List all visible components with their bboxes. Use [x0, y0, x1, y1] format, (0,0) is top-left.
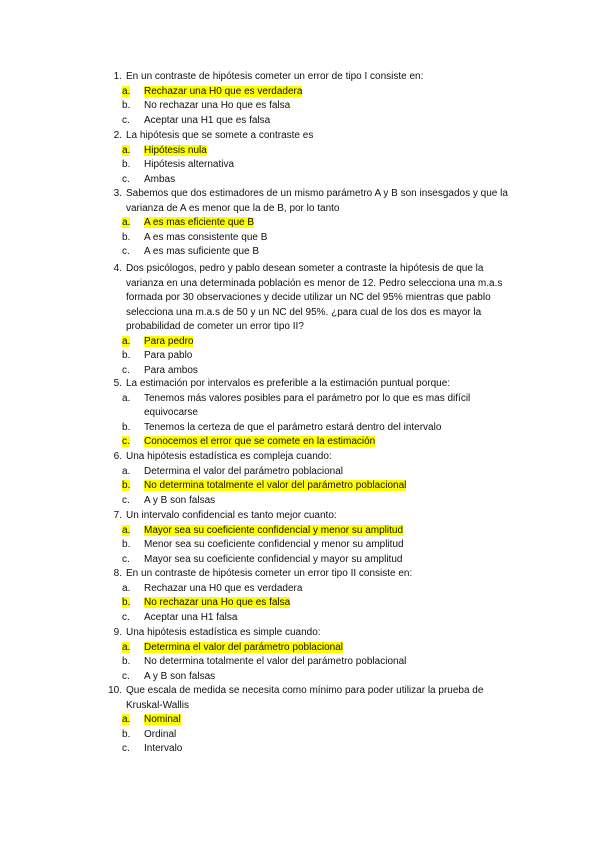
option-letter: b. — [122, 421, 131, 433]
question-9 — [104, 626, 524, 684]
option-letter: b. — [122, 480, 131, 491]
question-text: Kruskal-Wallis — [126, 699, 189, 711]
question-text: varianza en una determinada población es menor de 12. Pedro selecciona una m.a.s — [126, 277, 503, 289]
option-text-continued: equivocarse — [144, 407, 198, 418]
option-letter: c. — [122, 611, 130, 623]
option-text: Aceptar una H1 que es falsa — [144, 114, 271, 126]
option-letter: a. — [122, 335, 131, 347]
answer-option — [104, 349, 524, 364]
answer-option — [104, 85, 524, 100]
option-text: Mayor sea su coeficiente confidencial y mayor su amplitud — [144, 553, 403, 565]
option-text: Tenemos la certeza de que el parámetro estará dentro del intervalo — [144, 421, 442, 433]
option-letter: b. — [122, 539, 131, 550]
option-letter: a. — [122, 714, 131, 725]
option-text: A es mas suficiente que B — [144, 246, 260, 257]
answer-option — [104, 99, 524, 114]
question-number: 10. — [108, 685, 122, 696]
question-number: 6. — [113, 451, 122, 462]
question-text: Una hipótesis estadística es compleja cuando: — [126, 451, 332, 462]
question-text: formada por 30 observaciones y decide utilizar un NC del 95% mientras que pablo — [126, 292, 491, 303]
question-text: La estimación por intervalos es preferible a la estimación puntual porque: — [126, 378, 451, 389]
option-letter: b. — [122, 350, 131, 361]
question-text: varianza de A es menor que la de B, por lo tanto — [126, 202, 340, 214]
question-text: Sabemos que dos estimadores de un mismo parámetro A y B son insesgados y que la — [126, 188, 508, 199]
option-letter: b. — [122, 100, 131, 111]
answer-option — [104, 421, 524, 436]
question-4 — [104, 262, 524, 378]
answer-option — [104, 641, 524, 656]
answer-option — [104, 524, 524, 539]
option-letter: b. — [122, 231, 131, 243]
highlighted-answer: Para pedro — [144, 335, 194, 347]
option-text: A es mas consistente que B — [144, 231, 268, 243]
option-text: Determina el valor del parámetro poblacional — [144, 465, 343, 477]
option-letter: c. — [122, 364, 130, 376]
highlighted-answer: Mayor sea su coeficiente confidencial y menor su amplitud — [144, 524, 404, 536]
answer-option — [104, 582, 524, 597]
option-text: No determina totalmente el valor del parámetro poblacional — [144, 656, 407, 667]
option-letter: c. — [122, 743, 130, 754]
option-text: Ambas — [144, 173, 176, 185]
answer-option — [104, 655, 524, 670]
option-letter: c. — [122, 494, 130, 506]
highlighted-answer: A es mas eficiente que B — [144, 217, 255, 228]
question-text: selecciona una m.a.s de 50 y un NC del 95%. ¿para cual de los dos es mayor la — [126, 306, 482, 318]
question-text: Dos psicólogos, pedro y pablo desean someter a contraste la hipótesis de que la — [126, 263, 484, 274]
option-letter: a. — [122, 641, 131, 653]
option-letter: a. — [122, 144, 131, 156]
answer-option — [104, 335, 524, 350]
answer-option — [104, 435, 524, 450]
question-3 — [104, 187, 524, 260]
answer-option — [104, 158, 524, 173]
option-text: Menor sea su coeficiente confidencial y menor su amplitud — [144, 539, 404, 550]
highlighted-answer: No rechazar una Ho que es falsa — [144, 597, 291, 608]
question-2 — [104, 129, 524, 187]
question-10 — [104, 684, 524, 757]
question-number: 9. — [113, 627, 122, 638]
question-text: Una hipótesis estadística es simple cuando: — [126, 627, 321, 638]
option-letter: c. — [122, 114, 130, 126]
option-letter: c. — [122, 670, 130, 682]
option-text: Ordinal — [144, 728, 177, 740]
highlighted-answer: Conocemos el error que se comete en la estimación — [144, 436, 376, 447]
option-letter: c. — [122, 553, 130, 565]
answer-option — [104, 479, 524, 494]
option-text: Tenemos más valores posibles para el parámetro por lo que es mas difícil — [144, 392, 471, 404]
answer-option — [104, 538, 524, 553]
option-text: Rechazar una H0 que es verdadera — [144, 582, 303, 594]
question-text: La hipótesis que se somete a contraste es — [126, 130, 314, 141]
answer-option — [104, 713, 524, 728]
option-letter: c. — [122, 173, 130, 185]
option-letter: a. — [122, 524, 131, 536]
question-text: En un contraste de hipótesis cometer un error de tipo I consiste en: — [126, 71, 424, 82]
option-letter: c. — [122, 436, 130, 447]
answer-option — [104, 364, 524, 379]
question-number: 1. — [113, 71, 122, 82]
option-text: A y B son falsas — [144, 670, 216, 682]
option-text: Para pablo — [144, 350, 193, 361]
answer-option — [104, 728, 524, 743]
option-text: Aceptar una H1 falsa — [144, 611, 238, 623]
option-letter: b. — [122, 597, 131, 608]
answer-option — [104, 742, 524, 757]
answer-option — [104, 245, 524, 260]
question-text: En un contraste de hipótesis cometer un error tipo II consiste en: — [126, 568, 413, 579]
answer-option — [104, 596, 524, 611]
highlighted-answer: Rechazar una H0 que es verdadera — [144, 85, 303, 97]
option-letter: c. — [122, 246, 130, 257]
question-5 — [104, 377, 524, 450]
option-letter: b. — [122, 728, 131, 740]
answer-option — [104, 392, 524, 421]
option-letter: a. — [122, 217, 131, 228]
option-letter: a. — [122, 465, 131, 477]
highlighted-answer: No determina totalmente el valor del parámetro poblacional — [144, 480, 407, 491]
question-number: 7. — [113, 510, 122, 521]
highlighted-answer: Hipótesis nula — [144, 144, 207, 156]
highlighted-answer: Determina el valor del parámetro poblacional — [144, 641, 343, 653]
answer-option — [104, 114, 524, 129]
answer-option — [104, 553, 524, 568]
question-number: 5. — [113, 378, 122, 389]
option-letter: a. — [122, 85, 131, 97]
question-text: Un intervalo confidencial es tanto mejor cuanto: — [126, 510, 337, 521]
option-letter: b. — [122, 159, 131, 170]
answer-option — [104, 216, 524, 231]
answer-option — [104, 231, 524, 246]
option-text: Hipótesis alternativa — [144, 159, 235, 170]
option-text: No rechazar una Ho que es falsa — [144, 100, 291, 111]
answer-option — [104, 173, 524, 188]
answer-option — [104, 670, 524, 685]
question-number: 3. — [113, 188, 122, 199]
option-letter: a. — [122, 582, 131, 594]
question-number: 8. — [113, 568, 122, 579]
answer-option — [104, 611, 524, 626]
question-6 — [104, 450, 524, 508]
question-number: 4. — [113, 263, 122, 274]
question-7 — [104, 509, 524, 567]
option-letter: a. — [122, 392, 131, 404]
answer-option — [104, 465, 524, 480]
answer-option — [104, 494, 524, 509]
option-text: Para ambos — [144, 364, 198, 376]
answer-option — [104, 144, 524, 159]
option-letter: b. — [122, 656, 131, 667]
option-text: A y B son falsas — [144, 494, 216, 506]
question-number: 2. — [113, 130, 122, 141]
question-8 — [104, 567, 524, 625]
question-text: probabilidad de cometer un error tipo II? — [126, 321, 304, 332]
question-text: Que escala de medida se necesita como mínimo para poder utilizar la prueba de — [126, 685, 484, 696]
question-1 — [104, 70, 524, 128]
option-text: Intervalo — [144, 743, 183, 754]
highlighted-answer: Nominal — [144, 714, 181, 725]
